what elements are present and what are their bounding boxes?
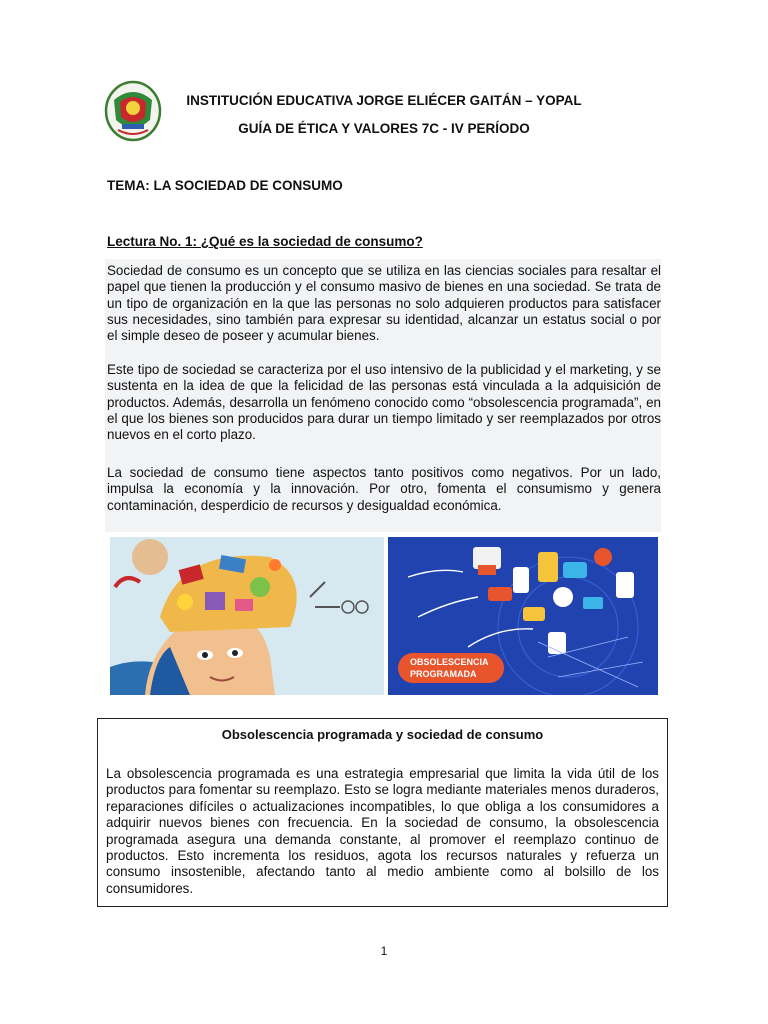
page-number: 1 <box>380 944 388 958</box>
consumer-head-illustration <box>110 537 384 695</box>
reading-title: Lectura No. 1: ¿Qué es la sociedad de consumo? <box>107 234 423 249</box>
badge-line-1: OBSOLESCENCIA <box>410 657 489 667</box>
topic-heading: TEMA: LA SOCIEDAD DE CONSUMO <box>107 178 343 193</box>
badge-line-2: PROGRAMADA <box>410 669 477 679</box>
box-title: Obsolescencia programada y sociedad de consumo <box>221 727 544 742</box>
obsolescence-box <box>97 718 668 907</box>
institution-title: INSTITUCIÓN EDUCATIVA JORGE ELIÉCER GAITÁN – YOPAL <box>186 93 582 108</box>
reading-paragraph-2: Este tipo de sociedad se caracteriza por el uso intensivo de la publicidad y el marketing, y se sustenta en la idea de que la felicidad de las personas está vinculada a la adquisición de productos. Además, desarrolla un fenómeno conocido como “obsolescencia programada”, en el que los bienes son producidos para durar un tiempo limitado y ser reemplazados por otros nuevos en el corto plazo. <box>107 362 661 443</box>
reading-paragraph-1: Sociedad de consumo es un concepto que se utiliza en las ciencias sociales para resaltar el papel que tienen la producción y el consumo masivo de bienes en una sociedad. Se trata de un tipo de organización en la que las personas no solo adquieren productos para satisfacer sus necesidades, sino también para expresar su identidad, alcanzar un estatus social o por el simple deseo de poseer y acumular bienes. <box>107 263 661 344</box>
box-body: La obsolescencia programada es una estrategia empresarial que limita la vida útil de los productos para fomentar su reemplazo. Esto se logra mediante materiales menos duraderos, reparaciones difíciles o actualizaciones incompatibles, lo que obliga a los consumidores a adquirir nuevos bienes con frecuencia. En la sociedad de consumo, la obsolescencia programada asegura una demanda constante, al promover el reemplazo continuo de productos. Esto incrementa los residuos, agota los recursos naturales y refuerza un consumo insostenible, afectando tanto al medio ambiente como al bolsillo de los consumidores. <box>106 766 659 896</box>
planned-obsolescence-illustration <box>388 537 658 695</box>
reading-paragraph-3: La sociedad de consumo tiene aspectos tanto positivos como negativos. Por un lado, impulsa la economía y la innovación. Por otro, fomenta el consumismo y genera contaminación, desperdicio de recursos y desigualdad económica. <box>107 465 661 513</box>
guide-title: GUÍA DE ÉTICA Y VALORES 7C - IV PERÍODO <box>238 121 530 136</box>
